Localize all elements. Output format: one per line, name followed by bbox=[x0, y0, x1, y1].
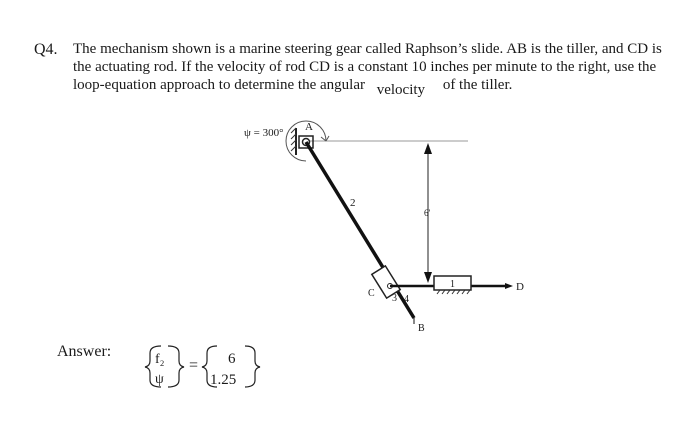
angle-arrow bbox=[321, 136, 329, 141]
question-text-velocity: velocity bbox=[376, 82, 426, 98]
answer-label: Answer: bbox=[57, 343, 112, 360]
question-number: Q4. bbox=[34, 41, 58, 58]
lhs-right-brace bbox=[168, 346, 184, 387]
question-text-line-2: the actuating rod. If the velocity of rod CD is a constant 10 inches per minute to the right, use the bbox=[73, 59, 657, 75]
dimension-arrow-bottom bbox=[424, 272, 432, 283]
lhs-top: f₂ bbox=[155, 352, 165, 367]
rhs-top: 6 bbox=[228, 351, 236, 367]
question-text-line-1: The mechanism shown is a marine steering gear called Raphson’s slide. AB is the tiller, and CD is bbox=[73, 41, 662, 57]
dimension-arrow-top bbox=[424, 143, 432, 154]
question-text-line-3a: loop-equation approach to determine the angular bbox=[73, 77, 365, 93]
link-3-label: 3 bbox=[392, 293, 397, 304]
equals-sign: = bbox=[189, 357, 199, 374]
rhs-right-brace bbox=[245, 346, 260, 387]
arrow-d bbox=[505, 283, 513, 289]
link-1-label: 1 bbox=[450, 279, 455, 290]
answer-equation bbox=[145, 346, 260, 388]
dimension-label: 6' bbox=[424, 208, 431, 218]
question-text-line-3c: of the tiller. bbox=[442, 77, 513, 93]
link-4-label: 4 bbox=[404, 294, 409, 305]
link-2-label: 2 bbox=[350, 197, 356, 209]
point-c-label: C bbox=[368, 288, 375, 299]
point-b-label: B bbox=[418, 323, 425, 334]
lhs-bottom: ψ bbox=[155, 372, 164, 387]
point-a-label: A bbox=[305, 121, 313, 133]
rhs-bottom: 1.25 bbox=[210, 372, 237, 388]
angle-label: ψ = 300° bbox=[244, 127, 284, 139]
point-d-label: D bbox=[516, 281, 524, 293]
